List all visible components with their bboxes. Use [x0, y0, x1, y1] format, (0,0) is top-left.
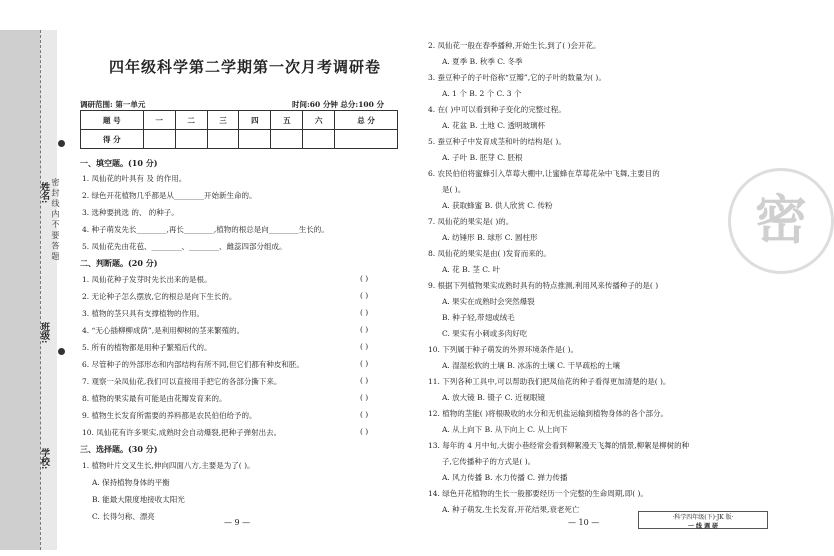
option-line: B. 种子轻,带翅或绒毛 — [442, 313, 515, 322]
option-line: A. 从上向下 B. 从下向上 C. 从上向下 — [442, 425, 568, 434]
footer-line-2: 一 线 调 研 — [687, 523, 719, 530]
score-cell — [271, 130, 303, 149]
score-header: 二 — [175, 111, 207, 130]
school-label: 学校: — [39, 448, 49, 470]
option-line: A. 种子萌发,生长发育,开花结果,衰老死亡 — [442, 505, 580, 514]
question-line: 14. 绿色开花植物的生长一般都要经历一个完整的生命周期,即( )。 — [428, 489, 648, 498]
option-line: A. 湿湿松软的土壤 B. 冰冻的土壤 C. 干旱疏松的土壤 — [442, 361, 620, 370]
judge-item: 6. 尽管种子的外部形态和内部结构有所不同,但它们都有种皮和胚。 — [82, 360, 304, 369]
judge-item: 1. 凤仙花种子发芽时先长出来的是根。 — [82, 275, 212, 284]
score-header: 四 — [239, 111, 271, 130]
binding-hole — [58, 348, 65, 355]
option-line: A. 放大镜 B. 镊子 C. 近视眼镜 — [442, 393, 545, 402]
score-cell — [207, 130, 239, 149]
fill-item: 4. 种子萌发先长________,再长________,植物的根总是向________生长的。 — [82, 225, 329, 234]
score-table — [80, 110, 398, 149]
judge-item: 2. 无论种子怎么摆放,它的根总是向下生长的。 — [82, 292, 237, 301]
option-line: A. 获取蜂蜜 B. 供人欣赏 C. 传粉 — [442, 201, 553, 210]
fill-item: 3. 选种要挑选 的、 的种子。 — [82, 208, 179, 217]
question-line: 11. 下列各种工具中,可以帮助我们把凤仙花的种子看得更加清楚的是( )。 — [428, 377, 671, 386]
binding-seal-line — [40, 30, 57, 550]
judge-item: 8. 植物的果实最有可能是由花瓣发育来的。 — [82, 394, 227, 403]
option-line: C. 果实有小刺或多肉好吃 — [442, 329, 528, 338]
question-line: 13. 每年的 4 月中旬,大街小巷经常会看到柳絮漫天飞舞的情景,柳絮是柳树的种 — [428, 441, 690, 450]
right-page — [428, 40, 788, 550]
section-judge: 二、判断题。(20 分) — [80, 258, 158, 268]
question-line: 5. 蚕豆种子中发育成茎和叶的结构是( )。 — [428, 137, 566, 146]
left-page — [70, 30, 400, 550]
name-label: 姓名: — [39, 182, 49, 204]
question-line: 12. 植物的茎能( )将根吸收的水分和无机盐运输到植物身体的各个部分。 — [428, 409, 669, 418]
fill-item: 2. 绿色开花植物几乎都是从________开始新生命的。 — [82, 191, 257, 200]
answer-paren: ( ) — [360, 393, 369, 402]
score-header: 一 — [143, 111, 175, 130]
choice-option: A. 保持植物身体的平衡 — [92, 478, 170, 487]
exam-title: 四年级科学第二学期第一次月考调研卷 — [108, 58, 381, 76]
choice-option: B. 能最大限度地接收太阳光 — [92, 495, 185, 504]
question-line: 9. 根据下列植物果实成熟时具有的特点推测,利用风来传播种子的是( ) — [428, 281, 659, 290]
score-header: 五 — [271, 111, 303, 130]
option-line: A. 花盆 B. 土地 C. 透明玻璃杯 — [442, 121, 545, 130]
answer-paren: ( ) — [360, 427, 369, 436]
judge-item: 10. 凤仙花有许多果实,成熟时会自动爆裂,把种子弹射出去。 — [82, 428, 282, 437]
answer-paren: ( ) — [360, 376, 369, 385]
answer-paren: ( ) — [360, 359, 369, 368]
section-choice: 三、选择题。(30 分) — [80, 444, 158, 454]
option-line: A. 子叶 B. 胚芽 C. 胚根 — [442, 153, 523, 162]
score-header: 六 — [303, 111, 335, 130]
score-header: 题 号 — [81, 111, 144, 130]
question-line: 10. 下列属于种子萌发的外界环境条件是( )。 — [428, 345, 579, 354]
judge-item: 4. “无心插柳柳成荫”,是利用柳树的茎来繁殖的。 — [82, 326, 245, 335]
answer-paren: ( ) — [360, 342, 369, 351]
judge-item: 7. 观察一朵凤仙花,我们可以直接用手把它的各部分撕下来。 — [82, 377, 282, 386]
judge-item: 5. 所有的植物都是用种子繁殖后代的。 — [82, 343, 212, 352]
footer-line-1: ·科学四年级(下)·JK 版· — [672, 514, 734, 521]
answer-paren: ( ) — [360, 410, 369, 419]
score-cell — [143, 130, 175, 149]
exam-scope: 调研范围: 第一单元 — [80, 100, 146, 109]
fill-item: 1. 凤仙花的叶具有 及 的作用。 — [82, 174, 187, 183]
answer-paren: ( ) — [360, 291, 369, 300]
page-number-right: — 10 — — [568, 518, 600, 527]
question-line: 6. 农民伯伯将蜜蜂引入草莓大棚中,让蜜蜂在草莓花朵中飞舞,主要目的 — [428, 169, 660, 178]
binding-hole — [58, 140, 65, 147]
choice-question: 1. 植物叶片交叉生长,伸向四面八方,主要是为了( )。 — [82, 461, 255, 470]
choice-option: C. 长得匀称、漂亮 — [92, 512, 155, 521]
option-line: A. 花 B. 茎 C. 叶 — [442, 265, 500, 274]
exam-time-score: 时间:60 分钟 总分:100 分 — [292, 100, 384, 109]
judge-item: 9. 植物生长发育所需要的养料都是农民伯伯给予的。 — [82, 411, 257, 420]
question-line: 是( )。 — [442, 185, 466, 194]
answer-paren: ( ) — [360, 325, 369, 334]
score-row-label: 得 分 — [81, 130, 144, 149]
option-line: A. 1 个 B. 2 个 C. 3 个 — [442, 89, 522, 98]
score-cell — [175, 130, 207, 149]
option-line: A. 纺锤形 B. 球形 C. 圆柱形 — [442, 233, 538, 242]
question-line: 8. 凤仙花的果实是由( )发育而来的。 — [428, 249, 551, 258]
seal-warning: 密 封 线 内 不 要 答 题 — [51, 178, 60, 260]
seal-stamp-icon: 密 — [728, 168, 834, 274]
score-cell — [335, 130, 398, 149]
section-fill: 一、填空题。(10 分) — [80, 158, 158, 168]
fill-item: 5. 凤仙花先由花苞、________、________、雌蕊四部分组成。 — [82, 242, 287, 251]
score-header: 三 — [207, 111, 239, 130]
option-line: A. 夏季 B. 秋季 C. 冬季 — [442, 57, 523, 66]
score-cell — [303, 130, 335, 149]
footer-badge — [638, 511, 768, 529]
question-line: 子,它传播种子的方式是( )。 — [442, 457, 536, 466]
question-line: 3. 蚕豆种子的子叶俗称“豆瓣”,它的子叶的数量为( )。 — [428, 73, 606, 82]
score-cell — [239, 130, 271, 149]
class-label: 班级: — [39, 322, 49, 344]
option-line: A. 风力传播 B. 水力传播 C. 弹力传播 — [442, 473, 568, 482]
question-line: 2. 凤仙花一般在春季播种,开始生长,到了( )会开花。 — [428, 41, 601, 50]
answer-paren: ( ) — [360, 274, 369, 283]
question-line: 7. 凤仙花的果实是( )的。 — [428, 217, 514, 226]
option-line: A. 果实在成熟时会突然爆裂 — [442, 297, 535, 306]
question-line: 4. 在( )中可以看到种子变化的完整过程。 — [428, 105, 566, 114]
score-header: 总 分 — [335, 111, 398, 130]
page-number-left: — 9 — — [224, 518, 251, 527]
judge-item: 3. 植物的茎只具有支撑植物的作用。 — [82, 309, 205, 318]
answer-paren: ( ) — [360, 308, 369, 317]
